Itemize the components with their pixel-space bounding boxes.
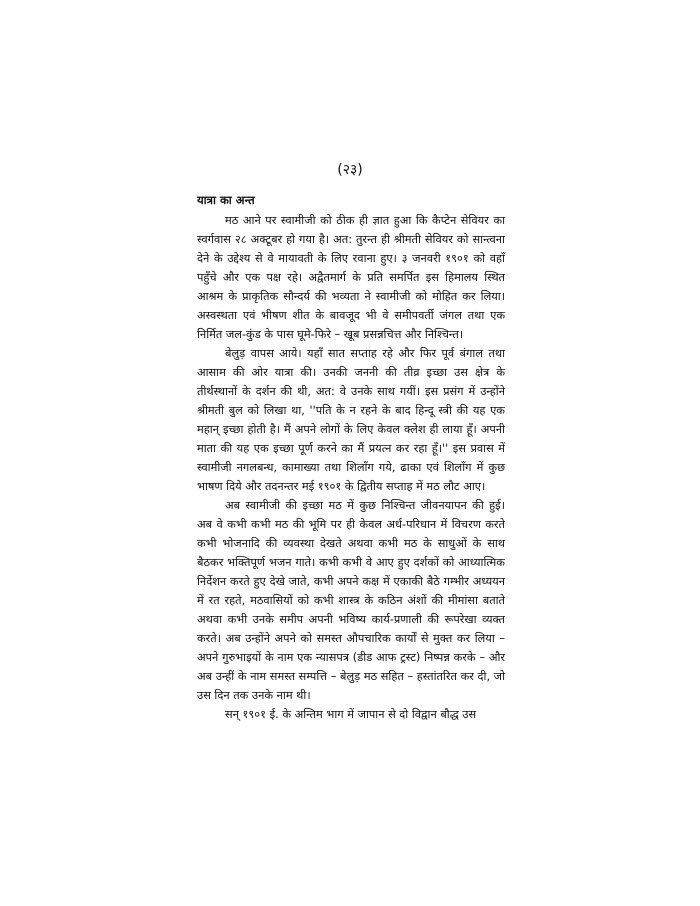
paragraph-1: मठ आने पर स्वामीजी को ठीक ही ज्ञात हुआ कि कैप्टेन सेवियर का स्वर्गवास २८ अक्टूबर हो गया है। अत: तुरन्त ही श्रीमती सेवियर को सान्त्वना देने के उद्देश्य से वे मायावती के लिए रवाना हुए। ३ जनवरी १९०१ को वहाँ पहुँचे और एक पक्ष रहे। अद्वैतमार्ग के प्रति समर्पित इस हिमालय स्थित आश्रम के प्राकृतिक सौन्दर्य की भव्यता ने स्वामीजी को मोहित कर लिया। अस्वस्थता एवं भीषण शीत के बावजूद भी वे समीपवर्ती जंगल तथा एक निर्मित जल-कुंड के पास घूमे-फिरे – खूब प्रसन्नचित्त और निश्चिन्त। <box>197 214 505 341</box>
paragraph-3: अब स्वामीजी की इच्छा मठ में कुछ निश्चिन्त जीवनयापन की हुई। अब वे कभी कभी मठ की भूमि पर ही केवल अर्ध-परिधान में विचरण करते कभी भोजनादि की व्यवस्था देखते अथवा कभी मठ के साधुओं के साथ बैठकर भक्तिपूर्ण भजन गाते। कभी कभी वे आए हुए दर्शकों को आध्यात्मिक निर्देशन करते हुए देखे जाते, कभी अपने कक्ष में एकाकी बैठे गम्भीर अध्ययन में रत रहते, मठवासियों को कभी शास्त्र के कठिन अंशों की मीमांसा बताते अथवा कभी उनके समीप अपनी भविष्य कार्य-प्रणाली की रूपरेखा व्यक्त करते। अब उन्होंने अपने को समस्त औपचारिक कार्यों से मुक्त कर लिया – अपने गुरुभाइयों के नाम एक न्यासपत्र (डीड आफ ट्रस्ट) निष्पन्न करके – और अब उन्हीं के नाम समस्त सम्पत्ति – बेलुड़ मठ सहित – हस्तांतरित कर दी, जो उस दिन तक उनके नाम थी। <box>197 499 505 702</box>
page-number: (२३) <box>337 162 363 178</box>
paragraph-2: बेलुड़ वापस आये। यहाँ सात सप्ताह रहे और फिर पूर्व बंगाल तथा आसाम की ओर यात्रा की। उनकी जननी की तीव्र इच्छा उस क्षेत्र के तीर्थस्थानों के दर्शन की थी, अत: वे उनके साथ गयीं। इस प्रसंग में उन्होंने श्रीमती बुल को लिखा था, ''पति के न रहने के बाद हिन्दू स्त्री की यह एक महान् इच्छा होती है। मैं अपने लोगों के लिए केवल क्लेश ही लाया हूँ। अपनी माता की यह एक इच्छा पूर्ण करने का मैं प्रयत्न कर रहा हूँ।'' इस प्रवास में स्वामीजी नगलबन्ध, कामाख्या तथा शिलाँग गये, ढाका एवं शिलाँग में कुछ भाषण दिये और तदनन्तर मई १९०१ के द्वितीय सप्ताह में मठ लौट आए। <box>197 347 505 493</box>
section-heading: यात्रा का अन्त <box>197 193 255 207</box>
page-body <box>197 191 505 724</box>
paragraph-4: सन् १९०१ ई. के अन्तिम भाग में जापान से दो विद्वान बौद्ध उस <box>225 708 477 721</box>
